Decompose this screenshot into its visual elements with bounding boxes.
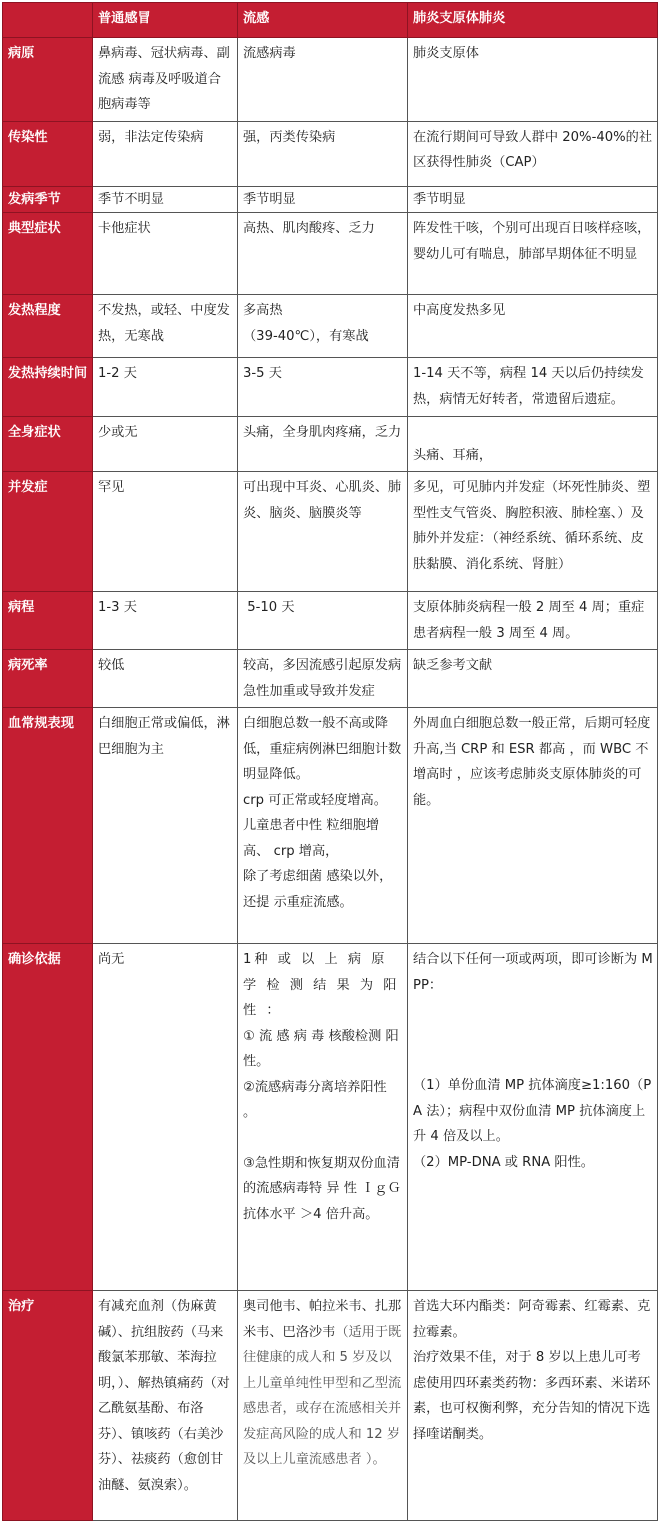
cell-cold (93, 358, 238, 417)
cell-text: 结合以下任何一项或两项，即可诊断为 MPP： (413, 952, 653, 993)
cell-text: 1种 或 以 上 病 原 学 检 测 结 果 为 阳 性 ： (243, 952, 400, 1018)
cell-text: 少或无 (98, 425, 138, 440)
cell-mpp (408, 472, 658, 592)
cell-flu (238, 213, 408, 295)
row-label: 病原 (3, 38, 93, 122)
table-row (3, 38, 658, 122)
cell-cold (93, 944, 238, 1291)
cell-mpp (408, 417, 658, 472)
table-row (3, 358, 658, 417)
cell-text: 奥司他韦、帕拉米韦、扎那米韦、巴洛沙韦 (243, 1299, 402, 1340)
cell-text: 较高，多因流感引起原发病急性加重或导致并发症 (243, 658, 402, 699)
cell-text: ②流感病毒分离培养阳性 。 (243, 1079, 387, 1120)
row-label: 发热持续时间 (3, 358, 93, 417)
cell-cold (93, 1291, 238, 1521)
cell-mpp (408, 295, 658, 358)
cell-text: 流感病毒 (243, 46, 296, 61)
row-label: 病死率 (3, 650, 93, 708)
cell-text: 季节不明显 (98, 191, 164, 207)
cell-mpp (408, 358, 658, 417)
cell-cold (93, 38, 238, 122)
cell-text: 中高度发热多见 (413, 303, 506, 318)
table-row (3, 295, 658, 358)
table-row (3, 944, 658, 1291)
cell-cold (93, 417, 238, 472)
cell-flu (238, 650, 408, 708)
cell-cold (93, 121, 238, 186)
cell-text: 1-2 天 (98, 366, 137, 381)
row-label: 并发症 (3, 472, 93, 592)
cell-text: 肺炎支原体 (413, 46, 479, 61)
cell-flu (238, 358, 408, 417)
table-row (3, 708, 658, 944)
cell-text: （1）单份血清 MP 抗体滴度≥1:160（PA 法）；病程中双份血清 MP 抗体滴度上升 4 倍及以上。 (413, 1078, 652, 1144)
row-label: 治疗 (3, 1291, 93, 1521)
row-label: 发热程度 (3, 295, 93, 358)
cell-mpp (408, 121, 658, 186)
cell-text: 白细胞正常或偏低，淋巴细胞为主 (98, 716, 230, 757)
cell-cold (93, 213, 238, 295)
cell-text: （2）MP-DNA 或 RNA 阳性。 (413, 1154, 594, 1170)
cell-text: 白细胞总数一般不高或降低，重症病例淋巴细胞计数明显降低。 (243, 716, 402, 782)
blank-line (413, 998, 653, 1023)
cell-flu (238, 38, 408, 122)
table-row (3, 121, 658, 186)
cell-text: 弱，非法定传染病 (98, 129, 204, 145)
cell-text: 季节明显 (243, 191, 296, 207)
cell-text: 卡他症状 (98, 221, 151, 236)
header-common-cold: 普通感冒 (93, 3, 238, 38)
cell-text: 治疗效果不佳，对于 8 岁以上患儿可考虑使用四环素类药物：多西环素、米诺环素，也可权衡利弊，充分告知的情况下选择喹诺酮类。 (413, 1350, 651, 1442)
row-label: 典型症状 (3, 213, 93, 295)
cell-text: 在流行期间可导致人群中 20%-40%的社区获得性肺炎（CAP） (413, 129, 653, 170)
cell-mpp (408, 186, 658, 213)
cell-text: ① 流 感 病 毒 核酸检测 阳性。 (243, 1028, 399, 1069)
table-row (3, 417, 658, 472)
cell-cold (93, 592, 238, 650)
cell-mpp (408, 708, 658, 944)
cell-flu (238, 592, 408, 650)
cell-text: 尚无 (98, 952, 125, 967)
cell-text: 5-10 天 (243, 600, 295, 615)
cell-text: 除了考虑细菌 感染以外，还提 示重症流感。 (243, 869, 393, 910)
cell-mpp (408, 213, 658, 295)
header-influenza: 流感 (238, 3, 408, 38)
cell-cold (93, 472, 238, 592)
table-row (3, 1291, 658, 1521)
cell-text: 季节明显 (413, 191, 466, 207)
row-label: 全身症状 (3, 417, 93, 472)
cell-cold (93, 295, 238, 358)
row-label: 传染性 (3, 121, 93, 186)
header-mycoplasma-pneumonia: 肺炎支原体肺炎 (408, 3, 658, 38)
cell-text: 首选大环内酯类：阿奇霉素、红霉素、克拉霉素。 (413, 1299, 651, 1340)
table-row (3, 186, 658, 213)
cell-mpp (408, 1291, 658, 1521)
cell-text-note: （适用于既往健康的成人和 5 岁及以上儿童单纯性甲型和乙型流感患者，或存在流感相关并发症高风险的成人和 12 岁及以上儿童流感患者 ）。 (243, 1324, 402, 1467)
cell-cold (93, 650, 238, 708)
cell-flu (238, 295, 408, 358)
cell-flu (238, 121, 408, 186)
cell-cold (93, 186, 238, 213)
cell-text: ③急性期和恢复期双份血清的流感病毒特 异 性 ＩｇＧ抗体水平 ＞4 倍升高。 (243, 1155, 401, 1222)
cell-text: 3-5 天 (243, 366, 282, 381)
cell-text: 罕见 (98, 480, 125, 495)
cell-text: 有减充血剂（伪麻黄碱）、抗组胺药（马来酸氯苯那敏、苯海拉明，）、解热镇痛药（对乙酰氨基酚、布洛芬）、镇咳药（右美沙芬）、祛痰药（愈创甘油醚、氨溴索）。 (98, 1299, 230, 1493)
cell-text: 头痛，全身肌肉疼痛，乏力 (243, 425, 402, 440)
cell-text: 外周血白细胞总数一般正常，后期可轻度升高,当 CRP 和 ESR 都高 ，而 WBC 不增高时 ，应该考虑肺炎支原体肺炎的可能。 (413, 716, 651, 808)
cell-text: 儿童患者中性 粒细胞增高、 crp 增高， (243, 818, 380, 859)
cell-text: 不发热，或轻、中度发热，无寒战 (98, 303, 230, 344)
cell-flu (238, 417, 408, 472)
cell-mpp (408, 592, 658, 650)
cell-text: （39-40℃），有寒战 (243, 328, 369, 344)
cell-text: 头痛、耳痛， (413, 447, 493, 463)
cell-text: 多高热 (243, 303, 283, 318)
header-corner (3, 3, 93, 38)
table-row (3, 650, 658, 708)
cell-text: 1-3 天 (98, 600, 137, 615)
cell-text: 强，丙类传染病 (243, 129, 336, 145)
cell-flu (238, 1291, 408, 1521)
blank-line (243, 1126, 403, 1151)
header-row (3, 3, 658, 38)
cell-text: 阵发性干咳，个别可出现百日咳样痉咳，婴幼儿可有喘息，肺部早期体征不明显 (413, 221, 651, 262)
row-label: 发病季节 (3, 186, 93, 213)
row-label: 确诊依据 (3, 944, 93, 1291)
cell-text: 多见，可见肺内并发症（坏死性肺炎、塑型性支气管炎、胸腔积液、肺栓塞、）及肺外并发症：（神经系统、循环系统、皮肤黏膜、消化系统、肾脏） (413, 480, 651, 572)
cell-flu (238, 944, 408, 1291)
cell-text: 支原体肺炎病程一般 2 周至 4 周；重症患者病程一般 3 周至 4 周。 (413, 600, 645, 641)
table-row (3, 592, 658, 650)
table-row (3, 472, 658, 592)
cell-flu (238, 472, 408, 592)
blank-line (413, 1023, 653, 1048)
cell-mpp (408, 650, 658, 708)
comparison-table (2, 2, 658, 1521)
cell-mpp (408, 38, 658, 122)
cell-text: 可出现中耳炎、心肌炎、肺炎、脑炎、脑膜炎等 (243, 480, 402, 521)
row-label: 血常规表现 (3, 708, 93, 944)
cell-text: 鼻病毒、冠状病毒、副流感 病毒及呼吸道合胞病毒等 (98, 46, 230, 112)
cell-text: 缺乏参考文献 (413, 658, 493, 673)
cell-flu (238, 708, 408, 944)
cell-mpp (408, 944, 658, 1291)
cell-text: 较低 (98, 658, 125, 673)
table-row (3, 213, 658, 295)
cell-cold (93, 708, 238, 944)
cell-text: crp 可正常或轻度增高。 (243, 792, 387, 808)
cell-flu (238, 186, 408, 213)
blank-line (413, 1048, 653, 1073)
cell-text: 高热、肌肉酸疼、乏力 (243, 221, 375, 236)
row-label: 病程 (3, 592, 93, 650)
cell-text: 1-14 天不等，病程 14 天以后仍持续发热，病情无好转者，常遗留后遗症。 (413, 366, 644, 407)
